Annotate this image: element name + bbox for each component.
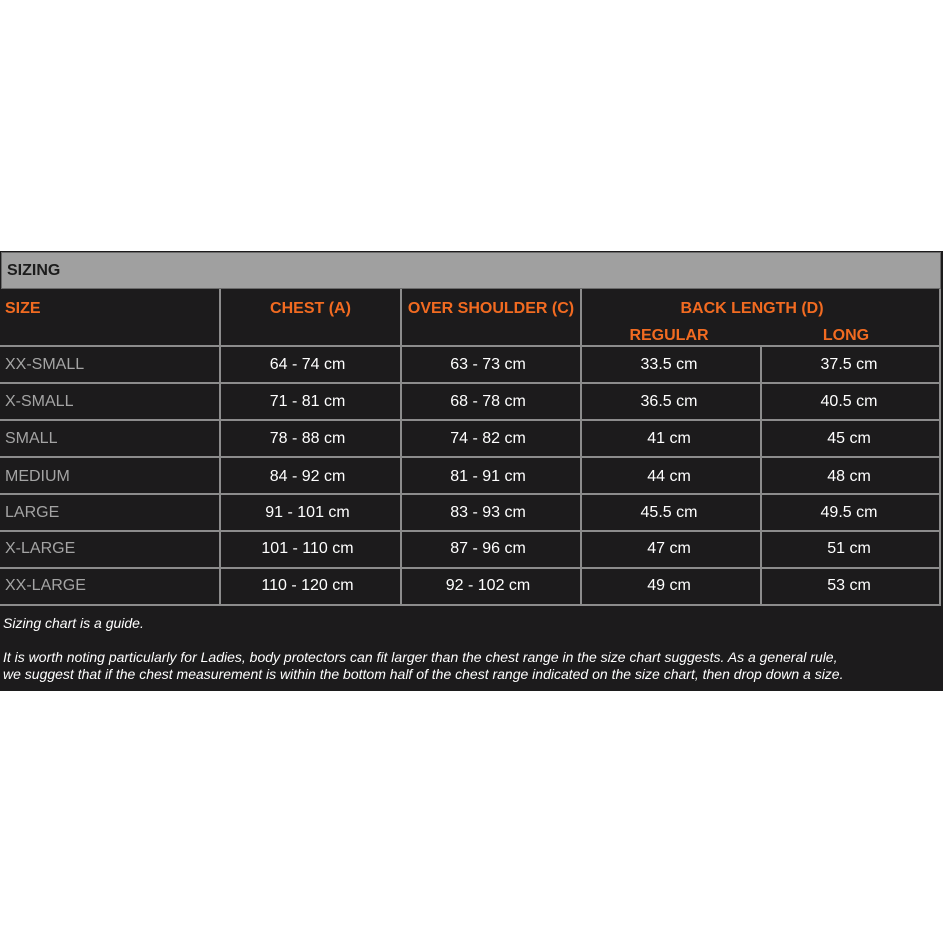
cell-size: X-LARGE — [5, 540, 76, 557]
grid-line — [0, 530, 941, 532]
cell-regular: 47 cm — [647, 540, 691, 557]
cell-chest: 91 - 101 cm — [265, 504, 350, 521]
cell-long: 37.5 cm — [820, 356, 878, 373]
cell-shoulder: 68 - 78 cm — [450, 393, 526, 410]
cell-size: X-SMALL — [5, 393, 74, 410]
cell-regular: 33.5 cm — [640, 356, 698, 373]
cell-size: LARGE — [5, 504, 60, 521]
sizing-chart — [0, 251, 943, 691]
header-back-length: BACK LENGTH (D) — [680, 300, 824, 317]
cell-size: SMALL — [5, 430, 58, 447]
grid-line — [939, 289, 941, 606]
cell-size: XX-LARGE — [5, 577, 86, 594]
cell-regular: 45.5 cm — [640, 504, 698, 521]
cell-shoulder: 83 - 93 cm — [450, 504, 526, 521]
cell-long: 51 cm — [827, 540, 871, 557]
cell-regular: 41 cm — [647, 430, 691, 447]
grid-line — [0, 382, 941, 384]
header-over-shoulder: OVER SHOULDER (C) — [407, 300, 575, 317]
cell-chest: 78 - 88 cm — [269, 430, 346, 447]
cell-shoulder: 81 - 91 cm — [450, 468, 526, 485]
note-line-2: we suggest that if the chest measurement is within the bottom half of the chest range indicated on the size chart, then drop down a size. — [3, 666, 844, 682]
note-line-1: It is worth noting particularly for Ladies, body protectors can fit larger than the chest range in the size chart suggests. As a general rule, — [3, 649, 838, 665]
grid-line — [0, 604, 941, 606]
cell-shoulder: 92 - 102 cm — [445, 577, 531, 594]
cell-regular: 49 cm — [647, 577, 691, 594]
header-long: LONG — [822, 327, 870, 344]
grid-line — [0, 456, 941, 458]
grid-line — [0, 493, 941, 495]
header-size: SIZE — [5, 300, 41, 317]
cell-long: 49.5 cm — [820, 504, 878, 521]
grid-line — [0, 419, 941, 421]
cell-regular: 36.5 cm — [640, 393, 698, 410]
cell-long: 53 cm — [827, 577, 871, 594]
cell-long: 45 cm — [827, 430, 871, 447]
cell-shoulder: 74 - 82 cm — [450, 430, 526, 447]
header-regular: REGULAR — [629, 327, 709, 344]
header-chest: CHEST (A) — [270, 300, 351, 317]
cell-long: 48 cm — [827, 468, 871, 485]
cell-chest: 84 - 92 cm — [269, 468, 346, 485]
cell-chest: 64 - 74 cm — [269, 356, 346, 373]
table-title: SIZING — [1, 252, 941, 289]
cell-size: XX-SMALL — [5, 356, 85, 373]
cell-shoulder: 87 - 96 cm — [450, 540, 526, 557]
cell-long: 40.5 cm — [820, 393, 878, 410]
cell-regular: 44 cm — [647, 468, 691, 485]
cell-chest: 71 - 81 cm — [269, 393, 346, 410]
cell-size: MEDIUM — [5, 468, 70, 485]
cell-chest: 101 - 110 cm — [261, 540, 354, 557]
note-guide: Sizing chart is a guide. — [3, 615, 144, 631]
grid-line — [0, 567, 941, 569]
cell-shoulder: 63 - 73 cm — [450, 356, 526, 373]
cell-chest: 110 - 120 cm — [261, 577, 354, 594]
